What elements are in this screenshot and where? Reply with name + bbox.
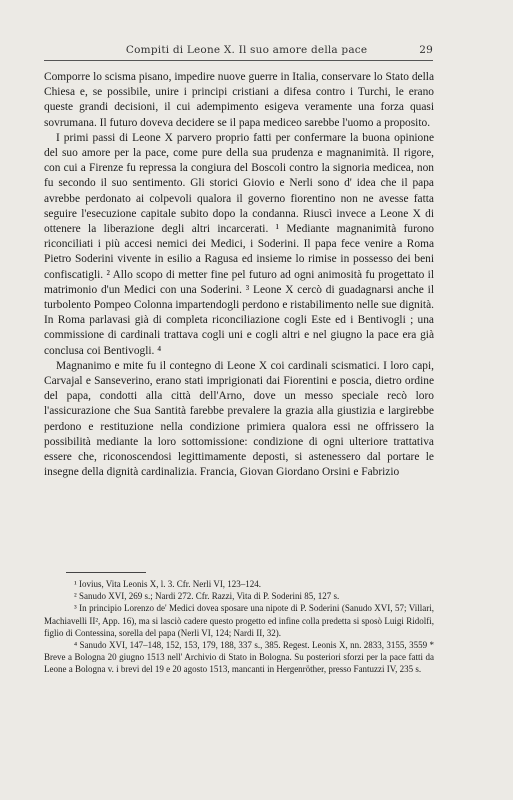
page-number: 29 (419, 44, 433, 56)
footnote-4: ⁴ Sanudo XVI, 147–148, 152, 153, 179, 188, 337 s., 385. Regest. Leonis X, nn. 2833, 3155, 3559 * Breve a Bologna 20 giugno 1513 nell' Archivio di Stato in Bologna. Su posteriori sforzi per la pace fatti da Leone a Bologna v. i brevi del 19 e 20 agosto 1513, mancanti in Hergenröther, presso Fantuzzi IV, 235 s. (44, 640, 434, 675)
footnotes (44, 578, 434, 676)
footnote-1: ¹ Iovius, Vita Leonis X, l. 3. Cfr. Nerli VI, 123–124. (74, 579, 262, 589)
main-text (44, 70, 434, 480)
header-rule (44, 60, 433, 61)
footnote-3: ³ In principio Lorenzo de' Medici dovea sposare una nipote di P. Soderini (Sanudo XVI, 57; Villari, Machiavelli II², App. 16), ma si lasciò cadere questo progetto ed infine colla predetta si sposò Luigi Ridolfi, figlio di Contessina, sorella del papa (Nerli VI, 124; Nardi II, 32). (44, 603, 434, 638)
paragraph-3: Magnanimo e mite fu il contegno di Leone X coi cardinali scismatici. I loro capi, Carvajal e Sanseverino, erano stati imprigionati dai Fiorentini e poscia, dietro ordine del papa, condotti alla città dell'Arno, dove un messo speciale recò loro l'assicurazione che Sua Santità farebbe prevalere la grazia alla giustizia e largirebbe perdono e restituzione nella condizione primiera qualora essi ne offrissero la possibilità mediante la loro sottomissione: condizione di ogni ulteriore trattativa essere che, riconoscendosi legittimamente deposti, si astenessero dal portare le insegne della dignità cardinalizia. Francia, Giovan Giordano Orsini e Fabrizio (44, 359, 434, 479)
footnote-rule (66, 572, 146, 573)
paragraph-1: Comporre lo scisma pisano, impedire nuove guerre in Italia, conservare lo Stato della Chiesa e, se possibile, unire i principi cristiani a difesa contro i Turchi, le erano queste grandi decisioni, il cui adempimento esigeva veramente una forza quasi sovrumana. Il futuro doveva decidere se il papa mediceo sarebbe l'uomo a proposito. (44, 71, 434, 129)
footnote-2: ² Sanudo XVI, 269 s.; Nardi 272. Cfr. Razzi, Vita di P. Soderini 85, 127 s. (74, 591, 340, 602)
running-head-title: Compiti di Leone X. Il suo amore della pace (125, 44, 368, 56)
running-head (44, 44, 433, 56)
paragraph-2: I primi passi di Leone X parvero proprio fatti per confermare la buona opinione del suo amore per la pace, come pure della sua prudenza e magnanimità. Il rigore, con cui a Firenze fu repressa la congiura del Boscoli contro la signoria medicea, non fu secondo il suo sentimento. Gli storici Giovio e Nerli sono d' idea che il papa avrebbe perdonato ai colpevoli qualora il governo fiorentino non ne avesse fatta seguire l'esecuzione capitale subito dopo la condanna. Riuscì invece a Leone X di ottenere la liberazione degli altri incarcerati. ¹ Mediante magnanimità furono riconciliati i più accesi nemici dei Medici, i Soderini. Il papa fece venire a Roma Pietro Soderini vivente in esilio a Ragusa ed insieme lo rimise in possesso dei beni confiscatigli. ² Allo scopo di metter fine pel futuro ad ogni animosità fu progettato il matrimonio d'un Medici con una Soderini. ³ Leone X cercò di guadagnarsi anche il turbolento Pompeo Colonna impartendogli perdono e ristabilimento nelle sue dignità. In Roma parlavasi già di completa riconciliazione cogli Este ed i Bentivogli ; una commissione di cardinali trattava cogli uni e cogli altri e nel giugno la pace era già conclusa coi Bentivogli. ⁴ (44, 131, 434, 357)
